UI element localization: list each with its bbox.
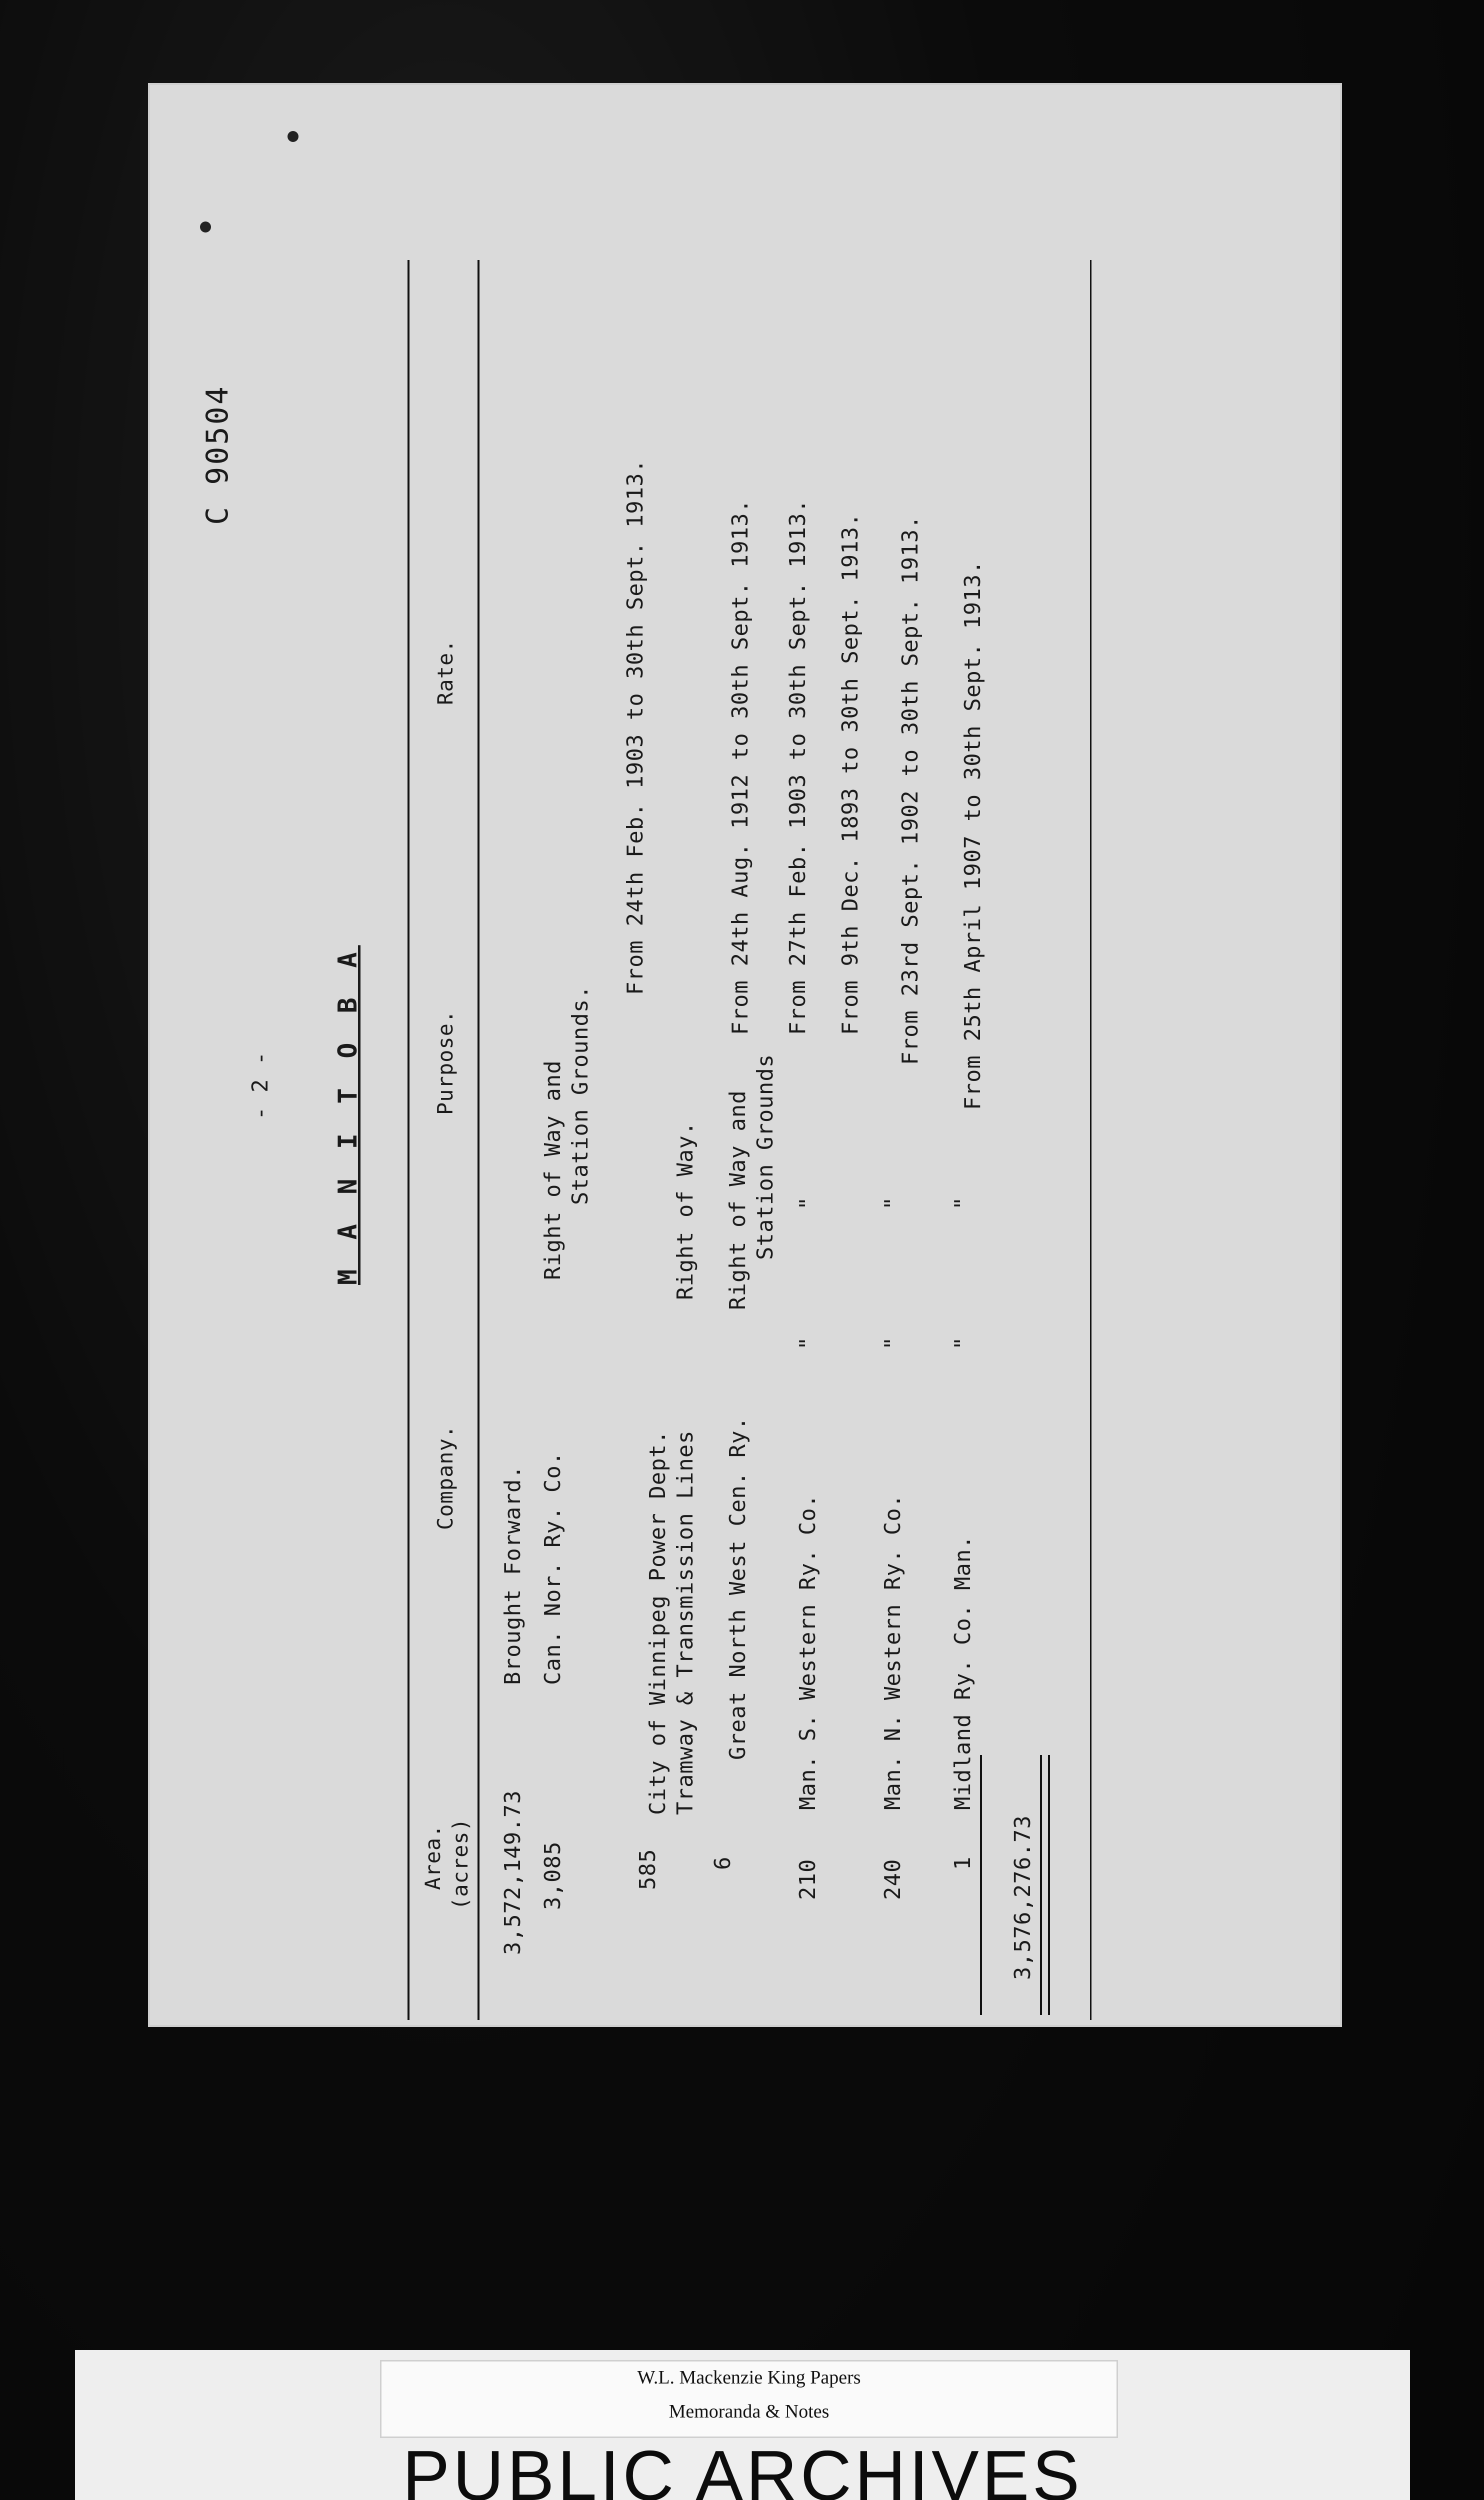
header-rule <box>478 260 480 2020</box>
row-purpose-ditto-2: " <box>795 1196 820 1210</box>
collection-name: W.L. Mackenzie King Papers <box>637 2367 861 2388</box>
row-company: Great North West Cen. Ry. <box>725 1416 750 1760</box>
row-purpose: Right of Way. <box>672 1121 698 1300</box>
row-area: 210 <box>795 1858 820 1900</box>
row-company: Brought Forward. <box>500 1465 526 1685</box>
bottom-rule <box>1090 260 1092 2020</box>
row-rate: From 24th Aug. 1912 to 30th Sept. 1913. <box>728 498 753 1035</box>
top-rule <box>408 260 410 2020</box>
row-area: 585 <box>635 1848 660 1890</box>
row-company-2: Tramway & Transmission Lines <box>672 1430 698 1815</box>
row-purpose-2: Station Grounds <box>752 1054 778 1260</box>
total-area: 3,576,276.73 <box>1010 1815 1036 1980</box>
row-area: 3,085 <box>540 1841 566 1910</box>
page-number: - 2 - <box>248 1051 273 1120</box>
row-purpose-ditto: " <box>950 1336 976 1350</box>
row-company: Man. S. Western Ry. Co. <box>795 1494 820 1810</box>
row-purpose-ditto: " <box>880 1336 906 1350</box>
row-area: 240 <box>880 1858 906 1900</box>
row-rate: From 27th Feb. 1903 to 30th Sept. 1913. <box>785 498 810 1035</box>
row-rate: From 24th Feb. 1903 to 30th Sept. 1913. <box>622 458 648 995</box>
row-rate: From 25th April 1907 to 30th Sept. 1913. <box>960 560 986 1110</box>
row-company: Midland Ry. Co. Man. <box>950 1535 976 1810</box>
row-purpose-ditto-2: " <box>880 1196 906 1210</box>
row-rate: From 9th Dec. 1893 to 30th Sept. 1913. <box>838 512 863 1035</box>
row-purpose-ditto: " <box>795 1336 820 1350</box>
row-purpose: Right of Way and <box>725 1090 750 1310</box>
row-company: City of Winnipeg Power Dept. <box>645 1430 670 1815</box>
row-area: 6 <box>710 1856 736 1870</box>
row-area: 1 <box>950 1856 976 1870</box>
row-purpose-ditto-2: " <box>950 1196 976 1210</box>
reference-number: C 90504 <box>200 384 235 525</box>
rotated-document-content <box>150 85 1340 2025</box>
header-rate: Rate. <box>433 639 458 705</box>
subtotal-rule <box>980 1755 982 2015</box>
row-company: Can. Nor. Ry. Co. <box>540 1451 566 1685</box>
collection-tag <box>380 2360 1118 2438</box>
header-area: Area. <box>420 1824 445 1890</box>
row-rate: From 23rd Sept. 1902 to 30th Sept. 1913. <box>898 515 923 1065</box>
total-double-rule <box>1040 1755 1042 2015</box>
header-purpose: Purpose. <box>433 1010 458 1115</box>
archive-label-card <box>75 2350 1410 2500</box>
document-title: M A N I T O B A <box>333 945 363 1285</box>
collection-series: Memoranda & Notes <box>668 2401 830 2422</box>
archive-name-en: PUBLIC ARCHIVES <box>402 2436 1083 2500</box>
row-company: Man. N. Western Ry. Co. <box>880 1494 906 1810</box>
header-company: Company. <box>433 1424 458 1530</box>
row-purpose-2: Station Grounds. <box>568 985 593 1205</box>
header-area-unit: (acres) <box>448 1818 472 1910</box>
document-page <box>150 85 1340 2025</box>
total-double-rule <box>1048 1755 1050 2015</box>
row-area: 3,572,149.73 <box>500 1790 526 1955</box>
row-purpose: Right of Way and <box>540 1060 566 1280</box>
